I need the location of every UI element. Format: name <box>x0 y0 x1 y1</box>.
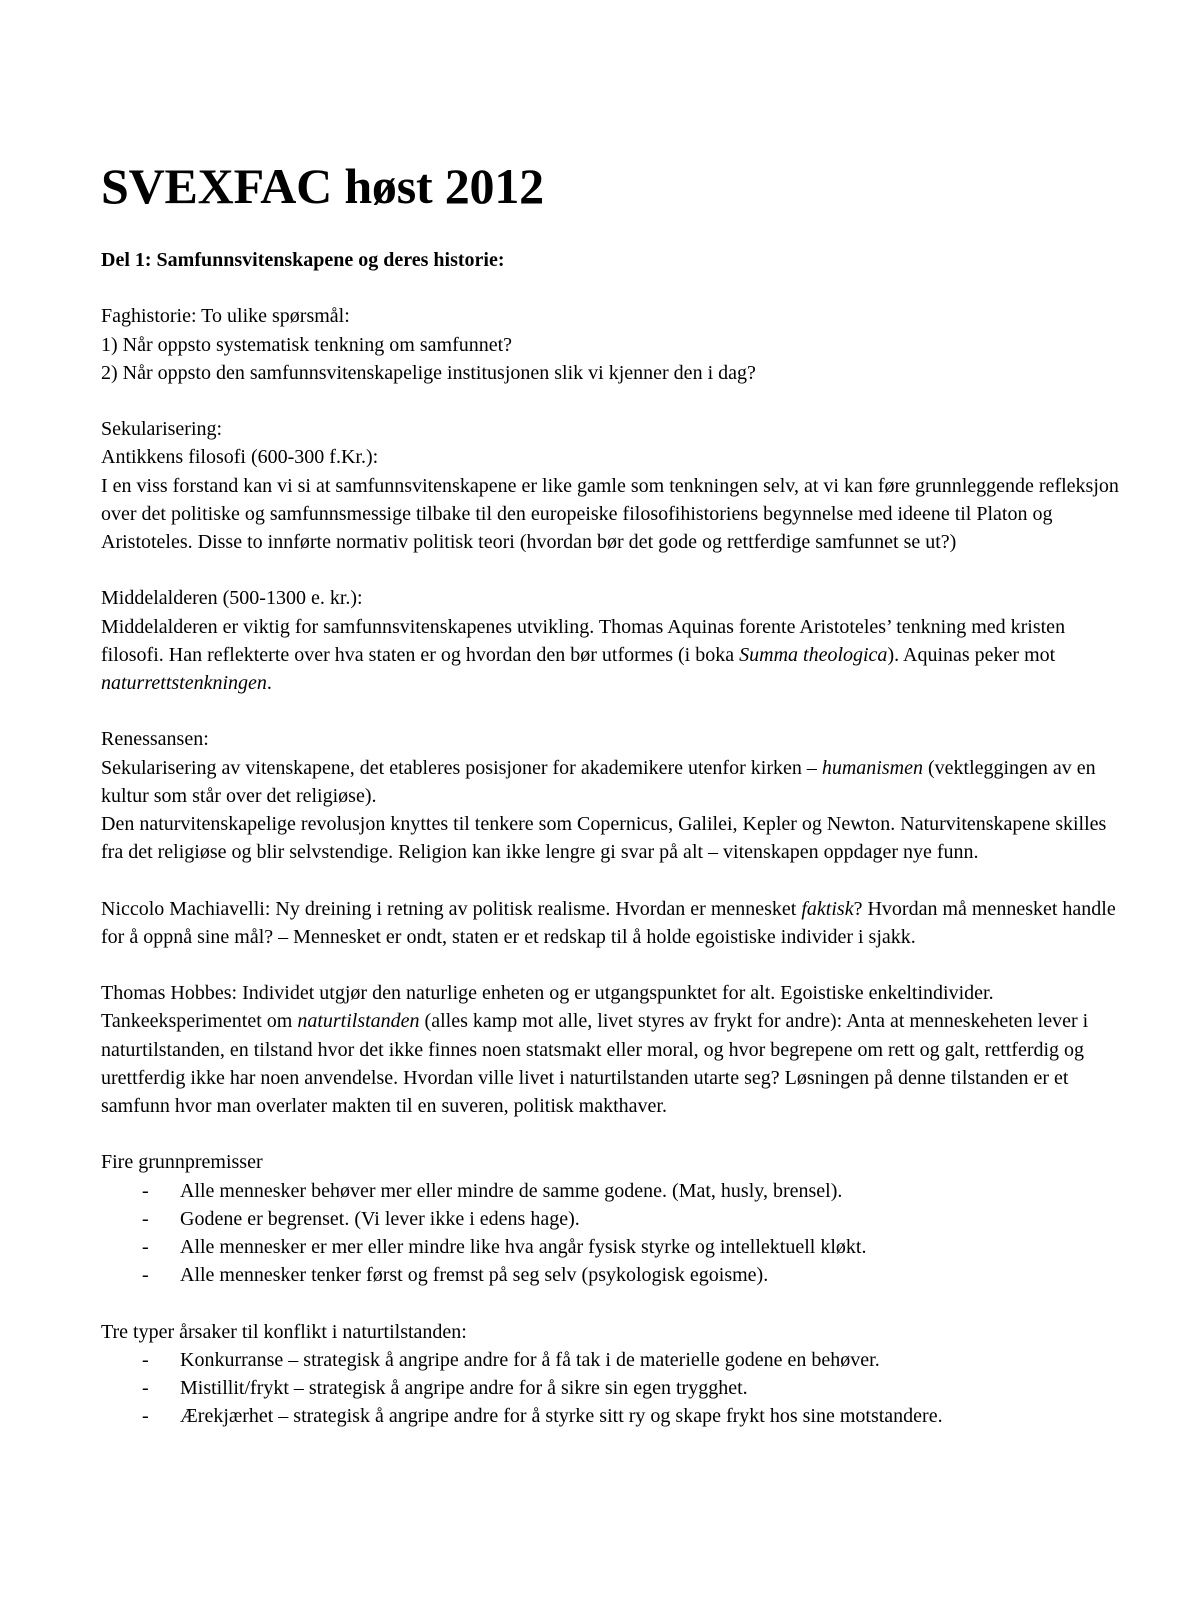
renessansen-paragraph-2: Den naturvitenskapelige revolusjon knyttes til tenkere som Copernicus, Galilei, Kepler og Newton. Naturvitenskapene skilles fra det religiøse og blir selvstendige. Religion kan ikke lengre gi svar på alt – vitenskapen oppdager nye funn. <box>101 813 1107 864</box>
renessansen-text-b: (vektleggingen av en kultur som står over det religiøse). <box>101 756 1096 807</box>
renessansen-paragraph-1 <box>101 754 1120 810</box>
renessansen-text-a: Sekularisering av vitenskapene, det etableres posisjoner for akademikere utenfor kirken – <box>101 756 822 779</box>
faktisk-term: faktisk <box>801 897 854 920</box>
sekularisering-label: Sekularisering: <box>101 418 223 441</box>
list-item: - Alle mennesker tenker først og fremst på seg selv (psykologisk egoisme). <box>142 1261 1120 1289</box>
list-item: - Konkurranse – strategisk å angripe andre for å få tak i de materielle godene en behøver. <box>142 1346 1120 1374</box>
list-item: - Mistillit/frykt – strategisk å angripe andre for å sikre sin egen trygghet. <box>142 1374 1120 1402</box>
antikk-heading: Antikkens filosofi (600-300 f.Kr.): <box>101 446 379 469</box>
middelalderen-paragraph <box>101 613 1120 698</box>
page-title: SVEXFAC høst 2012 <box>101 158 544 214</box>
antikk-paragraph: I en viss forstand kan vi si at samfunnsvitenskapene er like gamle som tenkningen selv, at vi kan føre grunnleggende refleksjon over det politiske og samfunnsmessige tilbake til den europeiske filosofihistoriens begynnelse med ideene til Platon og Aristoteles. Disse to innførte normativ politisk teori (hvordan bør det gode og rettferdige samfunnet se ut?) <box>101 474 1119 553</box>
middelalderen-heading: Middelalderen (500-1300 e. kr.): <box>101 587 363 610</box>
naturrett-term: naturrettstenkningen <box>101 672 267 694</box>
machiavelli-text-b: ? Hvordan må mennesket handle for å oppnå sine mål? – Mennesket er ondt, staten er et redskap til å holde egoistiske individer i sjakk. <box>101 897 1116 948</box>
list-item: - Godene er begrenset. (Vi lever ikke i edens hage). <box>142 1205 1120 1233</box>
humanismen-term: humanismen <box>821 756 923 779</box>
premisser-list <box>101 1177 1120 1290</box>
hobbes-text-b: (alles kamp mot alle, livet styres av frykt for andre): Anta at menneskeheten lever i naturtilstanden, en tilstand hvor det ikke finnes noen statsmakt eller moral, og hvor begrepene om rett og galt, rettferdig og urettferdig ikke har noen anvendelse. Hvordan ville livet i naturtilstanden utarte seg? Løsningen på denne tilstanden er et samfunn hvor man overlater makten til en suveren, politisk makthaver. <box>101 1010 1089 1117</box>
document-body <box>101 246 1120 1430</box>
middelalderen-text-b: ). Aquinas peker mot <box>887 643 1056 666</box>
middelalderen-text-a: Middelalderen er viktig for samfunnsvitenskapenes utvikling. Thomas Aquinas forente Aristoteles’ tenkning med kristen filosofi. Han reflekterte over hva staten er og hvordan den bør utformes (i boka <box>101 615 1066 666</box>
machiavelli-paragraph <box>101 895 1120 951</box>
faghistorie-intro: Faghistorie: To ulike spørsmål: <box>101 305 350 328</box>
part1-heading: Del 1: Samfunnsvitenskapene og deres historie: <box>101 249 505 271</box>
book-title: Summa theologica <box>739 643 888 666</box>
machiavelli-text-a: Niccolo Machiavelli: Ny dreining i retning av politisk realisme. Hvordan er mennesket <box>101 897 802 920</box>
hobbes-text-a: Thomas Hobbes: Individet utgjør den naturlige enheten og er utgangspunktet for alt. Egoistiske enkeltindivider. Tankeeksperimentet om <box>101 982 994 1033</box>
list-item: - Alle mennesker behøver mer eller mindre de samme godene. (Mat, husly, brensel). <box>142 1177 1120 1205</box>
list-item: - Alle mennesker er mer eller mindre like hva angår fysisk styrke og intellektuell kløkt. <box>142 1233 1120 1261</box>
konflikt-heading: Tre typer årsaker til konflikt i naturtilstanden: <box>101 1320 467 1343</box>
naturtilstanden-term: naturtilstanden <box>297 1010 420 1033</box>
middelalderen-text-c: . <box>266 672 272 694</box>
premisser-heading: Fire grunnpremisser <box>101 1151 263 1174</box>
faghistorie-question-1: 1) Når oppsto systematisk tenkning om samfunnet? <box>101 333 513 356</box>
list-item: - Ærekjærhet – strategisk å angripe andre for å styrke sitt ry og skape frykt hos sine motstandere. <box>142 1402 1120 1430</box>
faghistorie-question-2: 2) Når oppsto den samfunnsvitenskapelige institusjonen slik vi kjenner den i dag? <box>101 361 756 384</box>
renessansen-heading: Renessansen: <box>101 728 209 751</box>
hobbes-paragraph <box>101 979 1120 1120</box>
konflikt-list <box>101 1346 1120 1431</box>
